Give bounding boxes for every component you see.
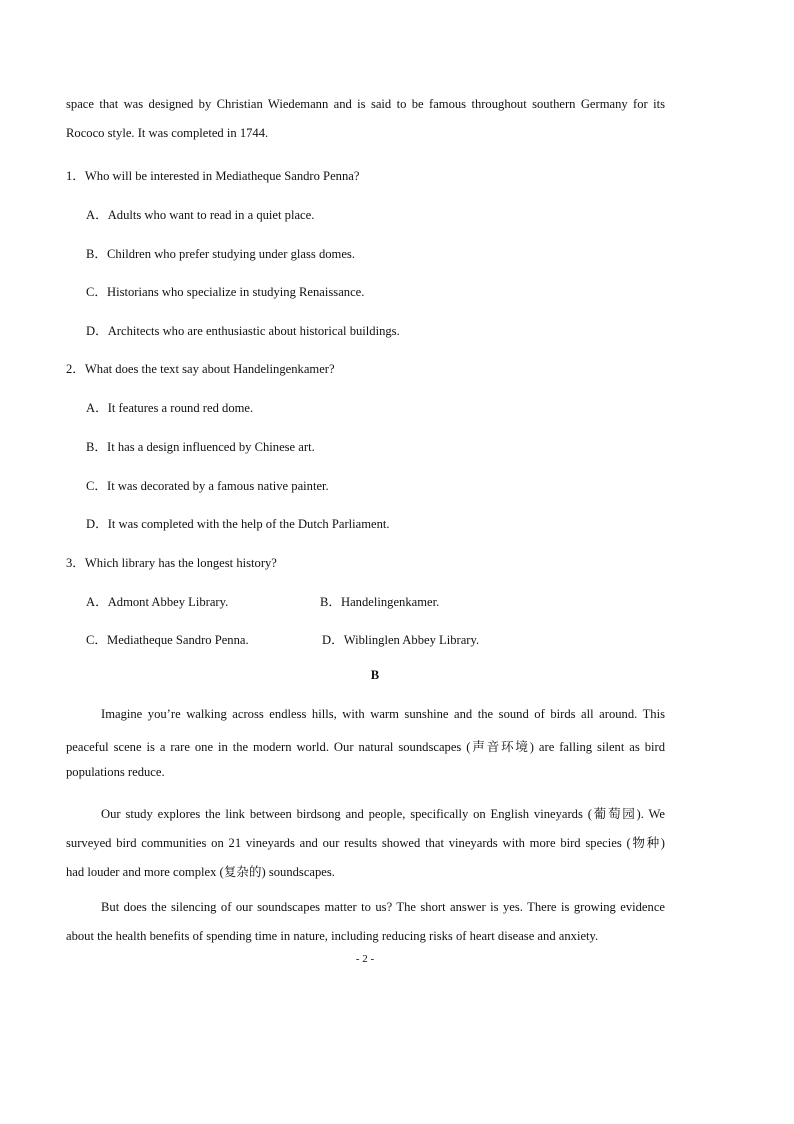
paragraph-line: populations reduce. xyxy=(66,765,165,779)
option-d: D．Wiblinglen Abbey Library. xyxy=(322,633,480,647)
option-b: B．Children who prefer studying under glass domes. xyxy=(86,247,355,261)
option-c: C．It was decorated by a famous native painter. xyxy=(86,479,329,493)
question-stem: 2．What does the text say about Handelingenkamer? xyxy=(66,362,335,376)
section-heading: B xyxy=(370,668,380,682)
question-stem: 3．Which library has the longest history? xyxy=(66,556,277,570)
paragraph-line: had louder and more complex (复杂的) soundscapes. xyxy=(66,865,335,879)
option-b: B．It has a design influenced by Chinese art. xyxy=(86,440,315,454)
paragraph-line: Our study explores the link between birdsong and people, specifically on English vineyards (葡萄园). We xyxy=(101,807,665,821)
option-c: C．Historians who specialize in studying Renaissance. xyxy=(86,285,365,299)
paragraph-line: But does the silencing of our soundscapes matter to us? The short answer is yes. There is growing evidence xyxy=(101,900,665,914)
page-number: - 2 - xyxy=(355,953,375,965)
option-a: A．Admont Abbey Library. xyxy=(86,595,229,609)
question-stem: 1．Who will be interested in Mediatheque Sandro Penna? xyxy=(66,169,360,183)
paragraph-line: peaceful scene is a rare one in the modern world. Our natural soundscapes (声音环境) are falling silent as bird xyxy=(66,740,665,754)
option-d: D．It was completed with the help of the Dutch Parliament. xyxy=(86,517,390,531)
option-a: A．Adults who want to read in a quiet place. xyxy=(86,208,315,222)
option-b: B．Handelingenkamer. xyxy=(320,595,440,609)
paragraph-line: about the health benefits of spending time in nature, including reducing risks of heart disease and anxiety. xyxy=(66,929,599,943)
option-c: C．Mediatheque Sandro Penna. xyxy=(86,633,249,647)
option-a: A．It features a round red dome. xyxy=(86,401,254,415)
passage-a-line-1: space that was designed by Christian Wiedemann and is said to be famous throughout southern Germany for its xyxy=(66,97,665,111)
paragraph-line: surveyed bird communities on 21 vineyards and our results showed that vineyards with more bird species (物种) xyxy=(66,836,665,850)
option-d: D．Architects who are enthusiastic about historical buildings. xyxy=(86,324,400,338)
passage-a-line-2: Rococo style. It was completed in 1744. xyxy=(66,126,269,140)
paragraph-line: Imagine you’re walking across endless hills, with warm sunshine and the sound of birds all around. This xyxy=(101,707,665,721)
